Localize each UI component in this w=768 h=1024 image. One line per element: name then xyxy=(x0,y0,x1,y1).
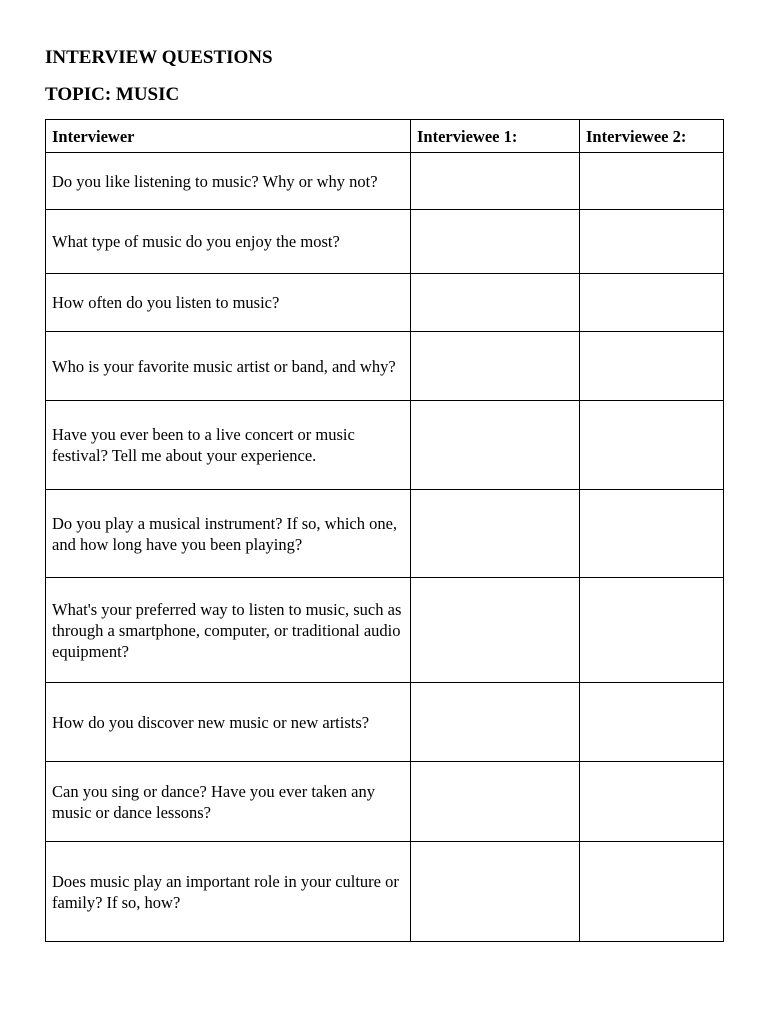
table-header-row xyxy=(46,120,724,153)
header-interviewer: Interviewer xyxy=(46,120,411,153)
question-cell: What's your preferred way to listen to music, such as through a smartphone, computer, or traditional audio equipment? xyxy=(46,578,411,683)
answer-cell-interviewee-2[interactable] xyxy=(580,401,724,490)
question-cell: How often do you listen to music? xyxy=(46,274,411,332)
answer-cell-interviewee-1[interactable] xyxy=(411,210,580,274)
question-cell: Do you like listening to music? Why or why not? xyxy=(46,153,411,210)
table-row xyxy=(46,210,724,274)
interview-table xyxy=(45,119,724,942)
question-cell: Do you play a musical instrument? If so, which one, and how long have you been playing? xyxy=(46,490,411,578)
header-interviewee-1: Interviewee 1: xyxy=(411,120,580,153)
answer-cell-interviewee-2[interactable] xyxy=(580,210,724,274)
question-cell: What type of music do you enjoy the most? xyxy=(46,210,411,274)
answer-cell-interviewee-1[interactable] xyxy=(411,683,580,762)
answer-cell-interviewee-1[interactable] xyxy=(411,762,580,842)
table-row xyxy=(46,153,724,210)
table-row xyxy=(46,332,724,401)
answer-cell-interviewee-1[interactable] xyxy=(411,842,580,942)
answer-cell-interviewee-2[interactable] xyxy=(580,490,724,578)
answer-cell-interviewee-2[interactable] xyxy=(580,274,724,332)
answer-cell-interviewee-1[interactable] xyxy=(411,153,580,210)
answer-cell-interviewee-1[interactable] xyxy=(411,578,580,683)
answer-cell-interviewee-1[interactable] xyxy=(411,401,580,490)
answer-cell-interviewee-1[interactable] xyxy=(411,490,580,578)
document-title: INTERVIEW QUESTIONS xyxy=(45,47,273,68)
question-cell: Does music play an important role in your culture or family? If so, how? xyxy=(46,842,411,942)
answer-cell-interviewee-2[interactable] xyxy=(580,683,724,762)
answer-cell-interviewee-2[interactable] xyxy=(580,842,724,942)
table-row xyxy=(46,578,724,683)
question-cell: How do you discover new music or new artists? xyxy=(46,683,411,762)
question-cell: Who is your favorite music artist or band, and why? xyxy=(46,332,411,401)
table-row xyxy=(46,490,724,578)
question-cell: Can you sing or dance? Have you ever taken any music or dance lessons? xyxy=(46,762,411,842)
answer-cell-interviewee-2[interactable] xyxy=(580,332,724,401)
answer-cell-interviewee-1[interactable] xyxy=(411,274,580,332)
table-row xyxy=(46,683,724,762)
document-topic: TOPIC: MUSIC xyxy=(45,84,180,105)
table-row xyxy=(46,401,724,490)
answer-cell-interviewee-2[interactable] xyxy=(580,762,724,842)
table-row xyxy=(46,842,724,942)
answer-cell-interviewee-2[interactable] xyxy=(580,153,724,210)
header-interviewee-2: Interviewee 2: xyxy=(580,120,724,153)
question-cell: Have you ever been to a live concert or music festival? Tell me about your experience. xyxy=(46,401,411,490)
table-row xyxy=(46,274,724,332)
table-row xyxy=(46,762,724,842)
answer-cell-interviewee-1[interactable] xyxy=(411,332,580,401)
answer-cell-interviewee-2[interactable] xyxy=(580,578,724,683)
